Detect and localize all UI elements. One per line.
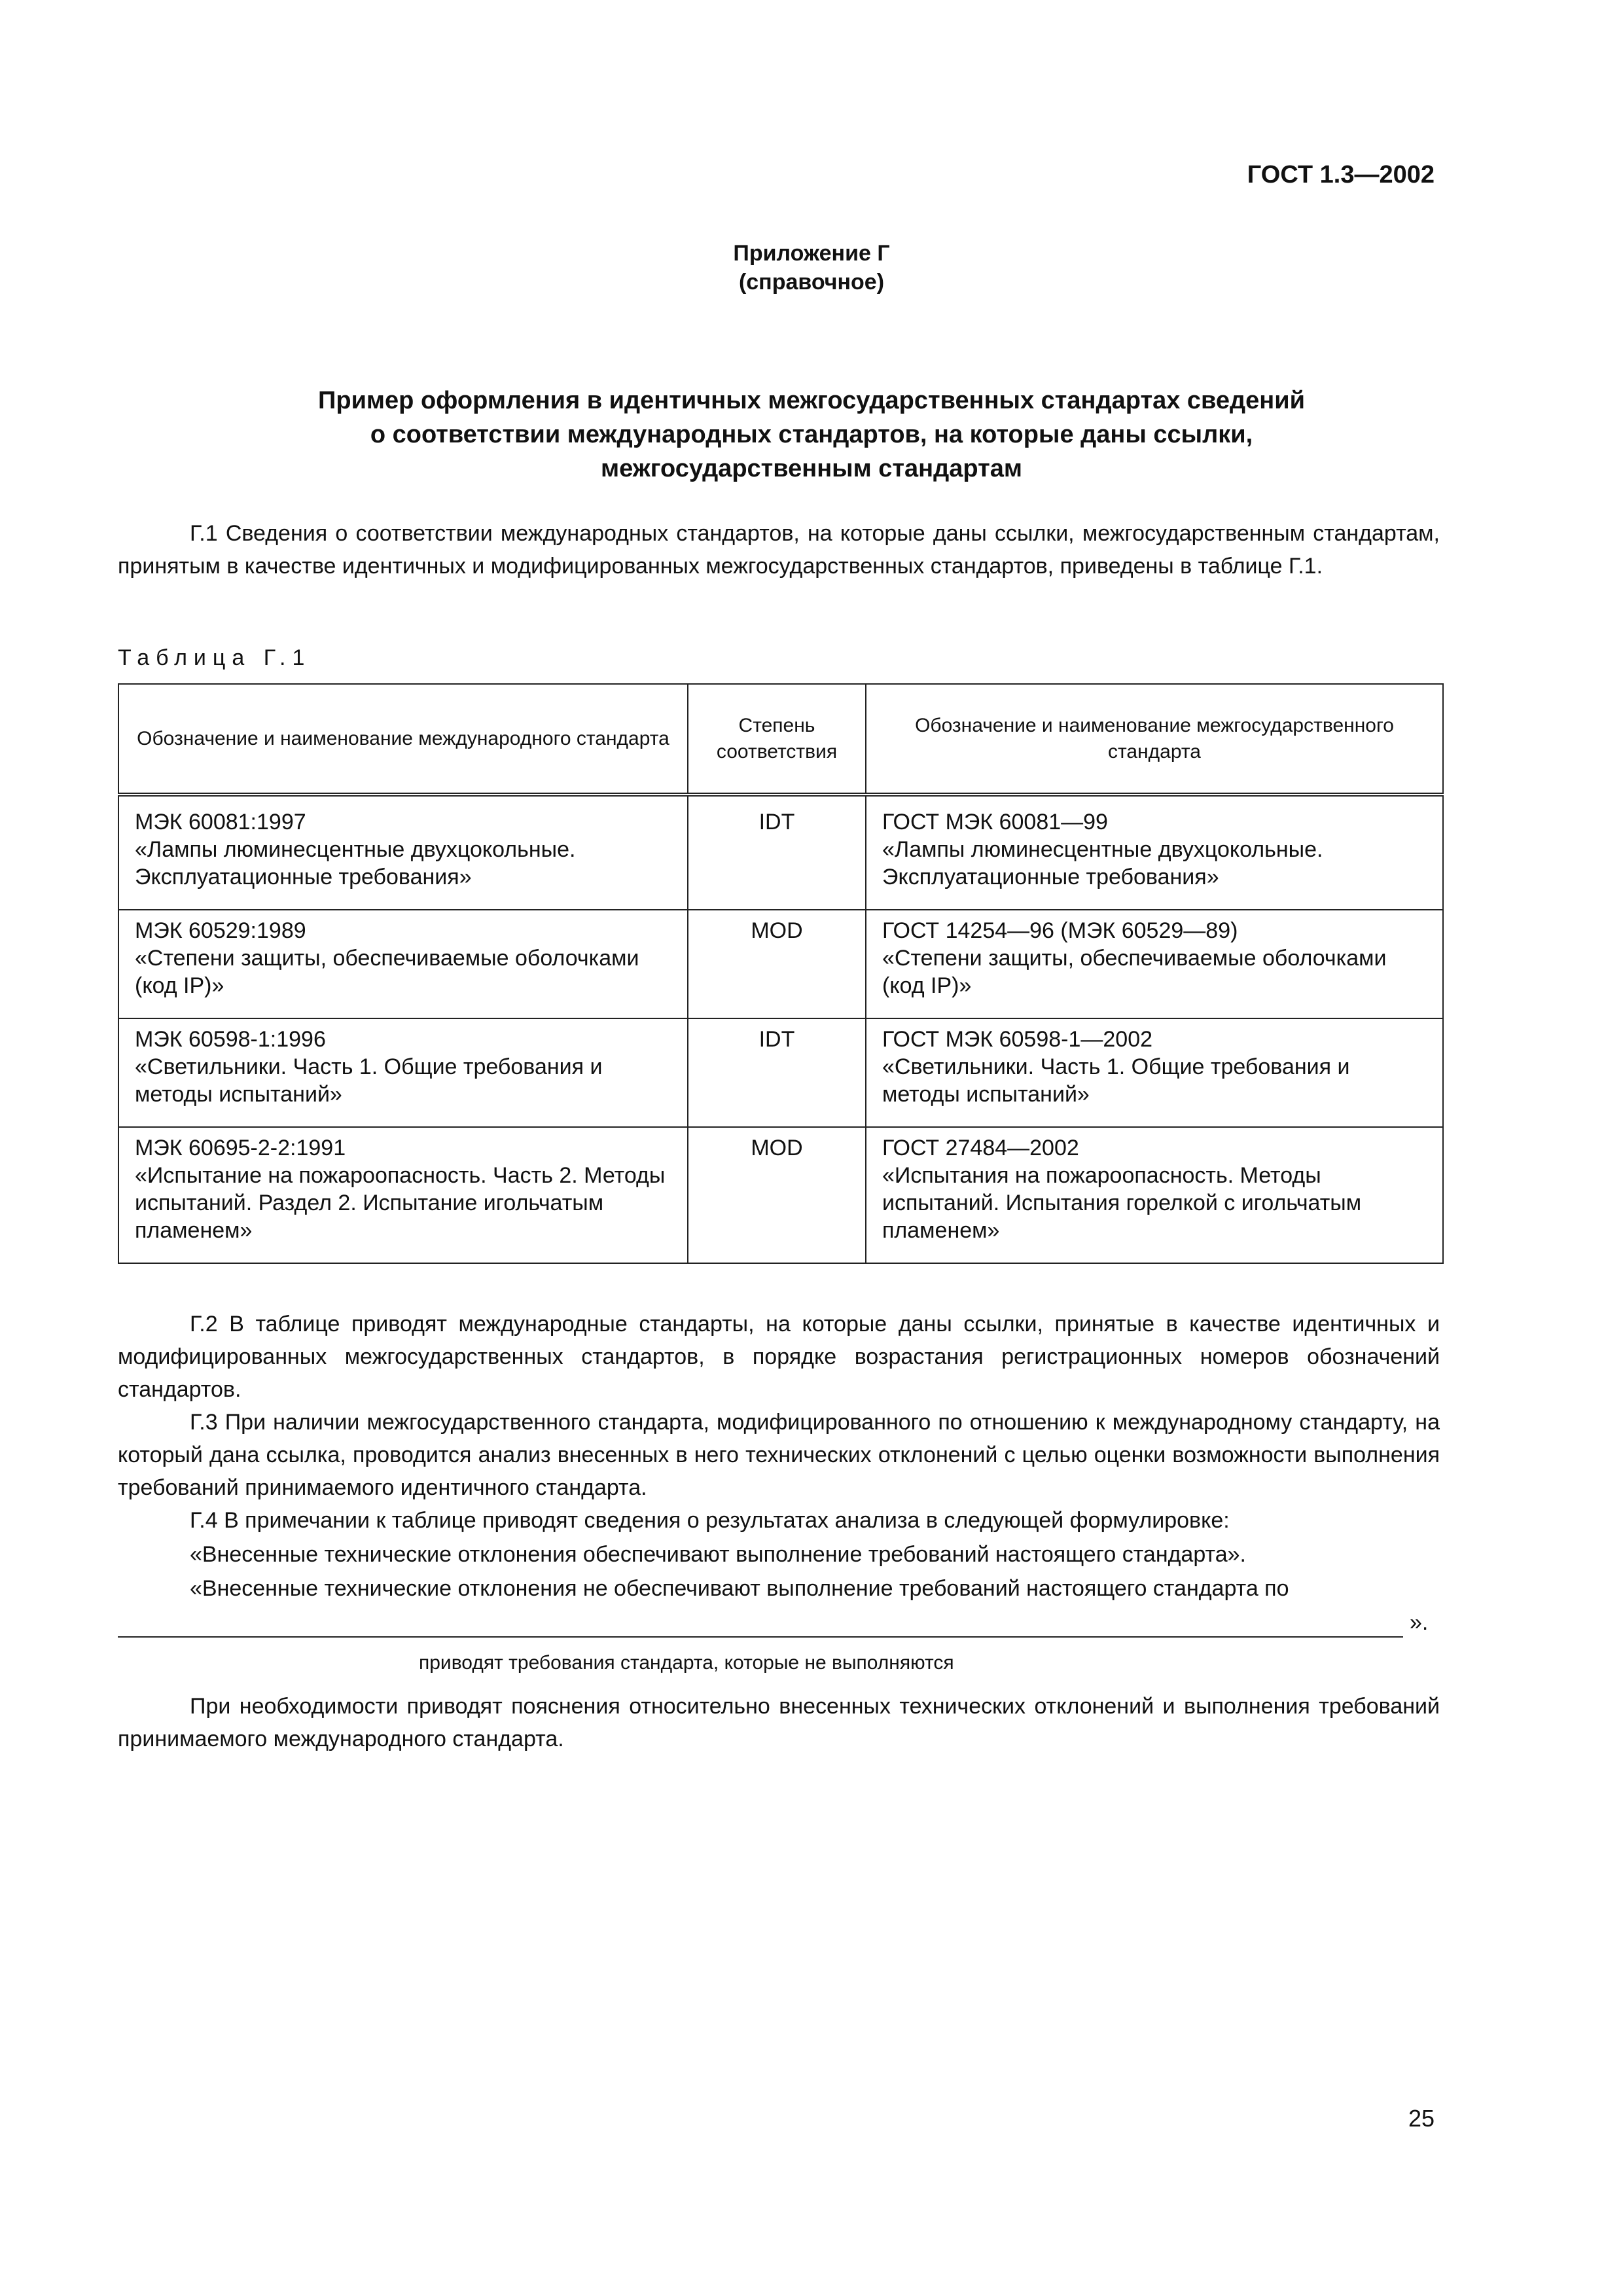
intl-code: МЭК 60529:1989 <box>135 918 306 943</box>
standards-table <box>118 683 1444 1264</box>
table-header-row <box>118 684 1443 795</box>
gost-code: ГОСТ 14254—96 (МЭК 60529—89) <box>882 918 1238 943</box>
cell-degree: IDT <box>688 795 866 910</box>
gost-code: ГОСТ МЭК 60081—99 <box>882 810 1108 834</box>
table-row <box>118 1127 1443 1263</box>
gost-code: ГОСТ МЭК 60598-1—2002 <box>882 1027 1153 1052</box>
quote-not-provides: «Внесенные технические отклонения не обеспечивают выполнение требований настоящего стандарта по <box>190 1576 1289 1601</box>
cell-international <box>118 1018 688 1127</box>
intl-name: «Светильники. Часть 1. Общие требования и методы испытаний» <box>135 1054 603 1107</box>
paragraph-g1: Г.1 Сведения о соответствии международных стандартов, на которые даны ссылки, межгосударственным стандартам, принятым в качестве идентичных и модифицированных межгосударственных стандартов, приведены в таблице Г.1. <box>118 521 1440 579</box>
cell-international <box>118 1127 688 1263</box>
intl-name: «Испытание на пожароопасность. Часть 2. Методы испытаний. Раздел 2. Испытание игольчатым пламенем» <box>135 1163 666 1243</box>
cell-international <box>118 795 688 910</box>
cell-international <box>118 910 688 1018</box>
page-number: 25 <box>1408 2105 1435 2132</box>
intl-code: МЭК 60695-2-2:1991 <box>135 1136 346 1160</box>
section-heading <box>196 384 1427 486</box>
cell-interstate <box>866 910 1443 1018</box>
cell-degree: IDT <box>688 1018 866 1127</box>
gost-name: «Испытания на пожароопасность. Методы испытаний. Испытания горелкой с игольчатым пламенем» <box>882 1163 1362 1243</box>
cell-degree: MOD <box>688 910 866 1018</box>
heading-line-3: межгосударственным стандартам <box>601 455 1022 482</box>
intl-code: МЭК 60598-1:1996 <box>135 1027 326 1052</box>
gost-code: ГОСТ 27484—2002 <box>882 1136 1079 1160</box>
appendix-title: Приложение Г <box>733 241 890 266</box>
header-international: Обозначение и наименование международного стандарта <box>118 684 688 795</box>
cell-interstate <box>866 1018 1443 1127</box>
paragraph-g4: Г.4 В примечании к таблице приводят сведения о результатах анализа в следующей формулировке: <box>190 1508 1230 1533</box>
table-row <box>118 1018 1443 1127</box>
table-row <box>118 795 1443 910</box>
table-row <box>118 910 1443 1018</box>
cell-degree: MOD <box>688 1127 866 1263</box>
quote-end: ». <box>1410 1610 1429 1635</box>
heading-line-1: Пример оформления в идентичных межгосударственных стандартах сведений <box>318 387 1305 414</box>
header-degree: Степень соответствия <box>688 684 866 795</box>
gost-name: «Степени защиты, обеспечиваемые оболочками (код IP)» <box>882 946 1387 998</box>
document-code: ГОСТ 1.3—2002 <box>1247 161 1435 188</box>
fill-in-line <box>118 1636 1403 1638</box>
gost-name: «Лампы люминесцентные двухцокольные. Эксплуатационные требования» <box>882 837 1323 889</box>
table-caption: Таблица Г.1 <box>118 645 312 670</box>
paragraph-g2: Г.2 В таблице приводят международные стандарты, на которые даны ссылки, принятые в качестве идентичных и модифицированных межгосударственных стандартов, в порядке возрастания регистрационных номеров обозначений стандартов. <box>118 1312 1440 1402</box>
intl-code: МЭК 60081:1997 <box>135 810 306 834</box>
quote-provides: «Внесенные технические отклонения обеспечивают выполнение требований настоящего стандарта». <box>190 1542 1246 1567</box>
appendix-type: (справочное) <box>738 270 885 295</box>
header-interstate: Обозначение и наименование межгосударственного стандарта <box>866 684 1443 795</box>
intl-name: «Лампы люминесцентные двухцокольные. Эксплуатационные требования» <box>135 837 576 889</box>
intl-name: «Степени защиты, обеспечиваемые оболочками (код IP)» <box>135 946 639 998</box>
paragraph-g3: Г.3 При наличии межгосударственного стандарта, модифицированного по отношению к международному стандарту, на который дана ссылка, проводится анализ внесенных в него технических отклонений с целью оценки возможности выполнения требований принимаемого идентичного стандарта. <box>118 1410 1440 1500</box>
heading-line-2: о соответствии международных стандартов, на которые даны ссылки, <box>370 421 1253 448</box>
paragraph-closing: При необходимости приводят пояснения относительно внесенных технических отклонений и выполнения требований принимаемого международного стандарта. <box>118 1694 1440 1751</box>
cell-interstate <box>866 795 1443 910</box>
gost-name: «Светильники. Часть 1. Общие требования и методы испытаний» <box>882 1054 1350 1107</box>
fill-in-hint: приводят требования стандарта, которые не выполняются <box>419 1652 954 1674</box>
cell-interstate <box>866 1127 1443 1263</box>
